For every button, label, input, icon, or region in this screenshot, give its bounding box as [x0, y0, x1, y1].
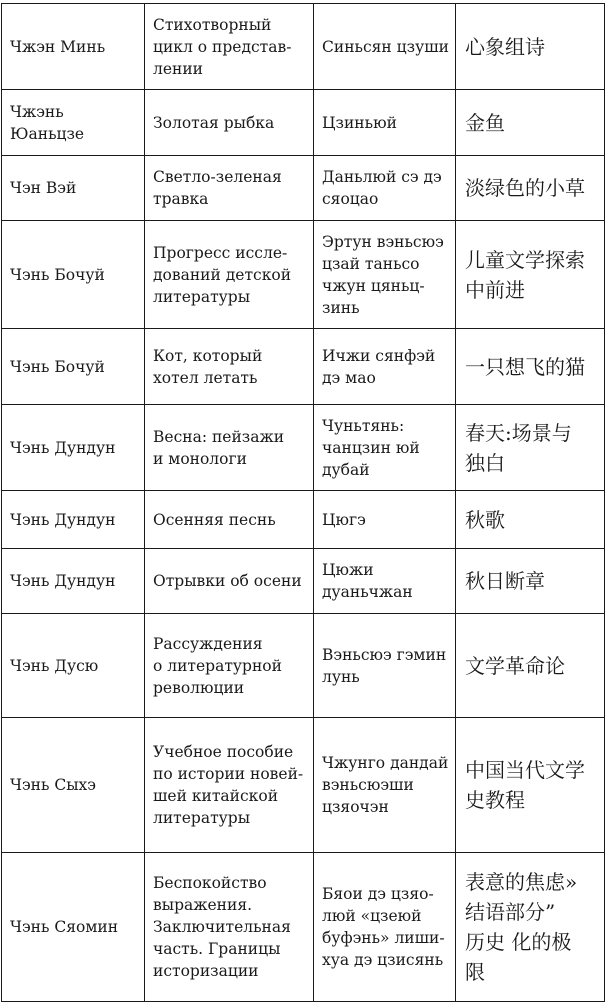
- cell-line: дований детской: [153, 265, 292, 284]
- cell-line: Чэнь Дундун: [10, 572, 116, 590]
- cell-line: Учебное пособие: [153, 743, 294, 761]
- title-zh-cell: [456, 853, 605, 1002]
- cell-line: Отрывки об осени: [153, 572, 302, 590]
- cell-line: Цзиньюй: [322, 113, 397, 132]
- table-row: [2, 4, 605, 90]
- title-ru-cell: [145, 156, 314, 221]
- cell-line: Заключительная: [153, 918, 291, 936]
- cell-line: Стихотворный: [153, 15, 272, 34]
- cell-line: и монологи: [153, 449, 247, 468]
- transliteration-cell: [314, 549, 456, 614]
- cell-line: 表意的焦虑»: [465, 870, 578, 894]
- cell-line: Чэнь Дундун: [10, 438, 116, 457]
- title-zh-cell: [456, 614, 605, 718]
- table-body: [2, 4, 605, 1002]
- cell-line: 秋日断章: [465, 569, 545, 593]
- title-zh-cell: [456, 549, 605, 614]
- cell-line: 春天:场景与: [465, 420, 572, 445]
- table-row: [2, 853, 605, 1002]
- author-cell: [2, 4, 145, 90]
- transliteration-cell: [314, 221, 456, 329]
- cell-line: Кот, который: [153, 346, 263, 365]
- cell-line: Чэнь Дундун: [10, 510, 116, 529]
- cell-line: 秋歌: [465, 507, 505, 532]
- transliteration-cell: [314, 405, 456, 491]
- cell-line: 独白: [465, 450, 505, 475]
- author-cell: [2, 549, 145, 614]
- transliteration-cell: [314, 614, 456, 718]
- cell-line: Чэн Вэй: [10, 179, 77, 197]
- cell-line: вэньсюэши: [322, 776, 414, 794]
- cell-line: революции: [153, 678, 245, 697]
- transliteration-cell: [314, 329, 456, 405]
- cell-line: цзай таньсо: [322, 254, 420, 273]
- cell-line: 中前进: [465, 277, 525, 302]
- cell-line: Чэнь Сяомин: [10, 918, 119, 936]
- cell-line: по истории новей-: [153, 765, 304, 783]
- cell-line: Золотая рыбка: [153, 113, 275, 132]
- cell-line: дубай: [322, 460, 370, 479]
- cell-line: Вэньсюэ гэмин: [322, 645, 447, 664]
- title-zh-cell: [456, 90, 605, 156]
- transliteration-cell: [314, 853, 456, 1002]
- cell-line: лении: [153, 59, 204, 78]
- title-ru-cell: [145, 405, 314, 491]
- cell-line: Даньлюй сэ дэ: [322, 168, 442, 186]
- cell-line: цзяочэн: [322, 798, 389, 816]
- cell-line: о литературной: [153, 656, 282, 675]
- cell-line: историзации: [153, 962, 259, 980]
- cell-line: цикл о представ-: [153, 37, 292, 56]
- cell-line: литературы: [153, 287, 251, 306]
- cell-line: Чэнь Бочуй: [10, 357, 105, 376]
- title-zh-cell: [456, 221, 605, 329]
- author-cell: [2, 718, 145, 853]
- title-ru-cell: [145, 491, 314, 549]
- author-cell: [2, 405, 145, 491]
- title-zh-cell: [456, 491, 605, 549]
- table-row: [2, 156, 605, 221]
- author-cell: [2, 329, 145, 405]
- cell-line: Чэнь Бочуй: [10, 265, 105, 284]
- cell-line: Весна: пейзажи: [153, 427, 285, 446]
- cell-line: зинь: [322, 298, 360, 317]
- cell-line: люй «цзеюй: [322, 907, 422, 925]
- cell-line: 儿童文学探索: [465, 247, 585, 272]
- cell-line: хотел летать: [153, 368, 258, 387]
- transliteration-cell: [314, 90, 456, 156]
- cell-line: 心象组诗: [465, 34, 545, 59]
- cell-line: Рассуждения: [153, 634, 263, 653]
- title-zh-cell: [456, 405, 605, 491]
- cell-line: буфэнь» лиши-: [322, 929, 445, 947]
- cell-line: Чуньтянь:: [322, 416, 405, 435]
- cell-line: 限: [465, 960, 485, 984]
- cell-line: шей китайской: [153, 787, 279, 805]
- cell-line: Юаньцзе: [10, 124, 85, 143]
- cell-line: Цюгэ: [322, 510, 366, 529]
- cell-line: 结语部分”: [465, 900, 556, 924]
- author-cell: [2, 221, 145, 329]
- cell-line: хуа дэ цзисянь: [322, 951, 444, 969]
- cell-line: Осенняя песнь: [153, 510, 276, 529]
- title-ru-cell: [145, 4, 314, 90]
- cell-line: травка: [153, 190, 209, 208]
- cell-line: Чжэнь: [10, 102, 64, 121]
- title-ru-cell: [145, 90, 314, 156]
- cell-line: Светло-зеленая: [153, 168, 282, 186]
- cell-line: 金鱼: [465, 110, 505, 135]
- transliteration-cell: [314, 156, 456, 221]
- cell-line: часть. Границы: [153, 940, 281, 958]
- cell-line: Чэнь Сыхэ: [10, 776, 96, 794]
- author-cell: [2, 491, 145, 549]
- author-cell: [2, 614, 145, 718]
- transliteration-cell: [314, 718, 456, 853]
- cell-line: Чэнь Дусю: [10, 656, 99, 675]
- cell-line: Чжунго дандай: [322, 754, 449, 772]
- table-row: [2, 90, 605, 156]
- transliteration-cell: [314, 491, 456, 549]
- table-row: [2, 718, 605, 853]
- transliteration-cell: [314, 4, 456, 90]
- title-ru-cell: [145, 853, 314, 1002]
- bibliography-table: [1, 3, 605, 1002]
- cell-line: Прогресс иссле-: [153, 243, 288, 262]
- cell-line: Синьсян цзуши: [322, 37, 449, 56]
- cell-line: 淡绿色的小草: [465, 176, 585, 200]
- title-zh-cell: [456, 329, 605, 405]
- cell-line: Чжэн Минь: [10, 37, 106, 56]
- cell-line: 一只想飞的猫: [465, 354, 585, 379]
- cell-line: чанцзин юй: [322, 438, 420, 457]
- title-ru-cell: [145, 329, 314, 405]
- cell-line: Цюжи: [322, 561, 374, 579]
- title-zh-cell: [456, 156, 605, 221]
- cell-line: 历史 化的极: [465, 930, 572, 954]
- table-row: [2, 221, 605, 329]
- title-ru-cell: [145, 614, 314, 718]
- cell-line: Эртун вэньсюэ: [322, 232, 444, 251]
- title-zh-cell: [456, 718, 605, 853]
- title-zh-cell: [456, 4, 605, 90]
- table-row: [2, 491, 605, 549]
- title-ru-cell: [145, 549, 314, 614]
- cell-line: дэ мао: [322, 368, 376, 387]
- cell-line: 史教程: [465, 788, 525, 812]
- table-row: [2, 614, 605, 718]
- cell-line: чжун цяньц-: [322, 276, 425, 295]
- cell-line: 中国当代文学: [465, 758, 585, 782]
- cell-line: Ичжи сянфэй: [322, 346, 436, 365]
- author-cell: [2, 90, 145, 156]
- table-row: [2, 549, 605, 614]
- cell-line: дуаньчжан: [322, 583, 413, 601]
- table-row: [2, 329, 605, 405]
- cell-line: Беспокойство: [153, 874, 267, 892]
- cell-line: Бяои дэ цзяо-: [322, 885, 434, 903]
- cell-line: выражения.: [153, 896, 253, 914]
- title-ru-cell: [145, 718, 314, 853]
- cell-line: лунь: [322, 667, 360, 686]
- cell-line: 文学革命论: [465, 653, 565, 678]
- author-cell: [2, 156, 145, 221]
- cell-line: литературы: [153, 809, 251, 827]
- title-ru-cell: [145, 221, 314, 329]
- table-row: [2, 405, 605, 491]
- author-cell: [2, 853, 145, 1002]
- cell-line: сяоцао: [322, 190, 379, 208]
